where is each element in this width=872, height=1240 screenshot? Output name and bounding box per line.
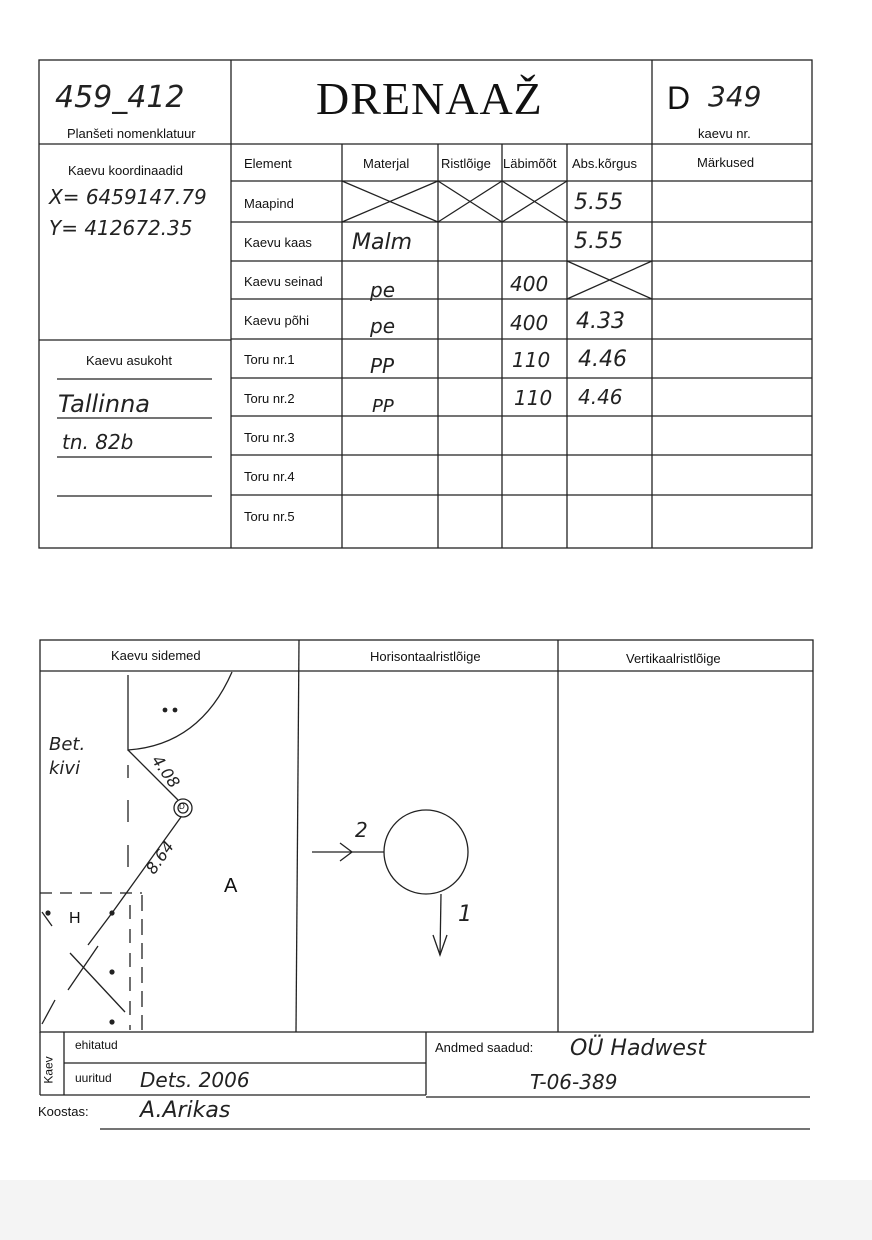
header-element: Element — [244, 156, 292, 171]
sketch-corner-label: H — [69, 910, 81, 927]
sketch-wall-note: Bet. — [49, 734, 86, 755]
header-labimoot: Läbimõõt — [503, 156, 557, 171]
coordinate-x: X= 6459147.79 — [49, 185, 207, 209]
sketch-lines — [40, 672, 468, 1030]
header-ristloige: Ristlõige — [441, 156, 491, 171]
table-cell-materjal: pe — [370, 314, 395, 338]
header-markused: Märkused — [697, 155, 755, 170]
table-row-element: Kaevu kaas — [244, 235, 312, 250]
location-line1: Tallinna — [58, 390, 150, 418]
table-cell-labimoot: 400 — [510, 272, 549, 296]
header-materjal: Materjal — [363, 156, 410, 171]
table-cell-abs: 5.55 — [574, 229, 623, 254]
table-cell-labimoot: 110 — [512, 348, 551, 372]
sketch-header-horizontal: Horisontaalristlõige — [370, 649, 481, 664]
footer-data-from-value: OÜ Hadwest — [570, 1036, 707, 1061]
table-cell-abs: 5.55 — [574, 190, 623, 215]
table-row-element: Toru nr.4 — [244, 469, 295, 484]
table-row-element: Toru nr.2 — [244, 391, 295, 406]
footer-compiled-value: A.Arikas — [140, 1098, 231, 1123]
table-row-element: Maapind — [244, 196, 294, 211]
sketch-well-mark: D — [179, 802, 185, 811]
table-cell-materjal: pe — [370, 278, 395, 302]
coordinate-y: Y= 412672.35 — [49, 216, 193, 240]
sheet-label: Planšeti nomenklatuur — [67, 126, 196, 141]
location-line2: tn. 82b — [62, 430, 134, 454]
sheet-number: 459_412 — [55, 80, 185, 115]
sketch-header-vertical: Vertikaalristlõige — [626, 651, 721, 666]
page-title: DRENAAŽ — [316, 73, 543, 124]
table-cell-labimoot: 400 — [510, 311, 549, 335]
sketch-header-connections: Kaevu sidemed — [111, 648, 201, 663]
table-row-element: Toru nr.5 — [244, 509, 295, 524]
well-label: kaevu nr. — [698, 126, 751, 141]
table-cell-abs: 4.46 — [578, 385, 623, 409]
coordinates-label: Kaevu koordinaadid — [68, 163, 183, 178]
footer-kaev-label: Kaev — [41, 1056, 56, 1084]
well-number: 349 — [708, 80, 762, 113]
pipe-in-label: 2 — [355, 818, 368, 842]
sketch-distance-2: 8.64 — [141, 837, 178, 878]
table-cell-materjal: Malm — [352, 230, 413, 255]
well-prefix: D — [667, 80, 691, 116]
footer-surveyed-label: uuritud — [75, 1071, 112, 1085]
footer-data-from-label: Andmed saadud: — [435, 1040, 534, 1055]
sketch-distance-1: 4.08 — [147, 751, 184, 792]
table-row-element: Toru nr.3 — [244, 430, 295, 445]
footer-data-code: T-06-389 — [530, 1070, 618, 1094]
sketch-point-label: A — [224, 875, 238, 897]
table-cell-materjal: PP — [370, 354, 395, 378]
table-cell-materjal: PP — [372, 396, 394, 417]
table-row-element: Kaevu seinad — [244, 274, 323, 289]
table-row-element: Kaevu põhi — [244, 313, 310, 328]
table-cell-abs: 4.33 — [576, 309, 625, 334]
header-abs-korgus: Abs.kõrgus — [572, 156, 638, 171]
footer-compiled-label: Koostas: — [38, 1104, 89, 1119]
sketch-wall-note: kivi — [49, 758, 81, 779]
footer-surveyed-value: Dets. 2006 — [140, 1068, 250, 1092]
table-row-element: Toru nr.1 — [244, 352, 295, 367]
footer-built-label: ehitatud — [75, 1038, 118, 1052]
table-cell-abs: 4.46 — [578, 347, 627, 372]
table-cell-labimoot: 110 — [514, 386, 553, 410]
pipe-out-label: 1 — [458, 902, 472, 927]
location-label: Kaevu asukoht — [86, 353, 173, 368]
